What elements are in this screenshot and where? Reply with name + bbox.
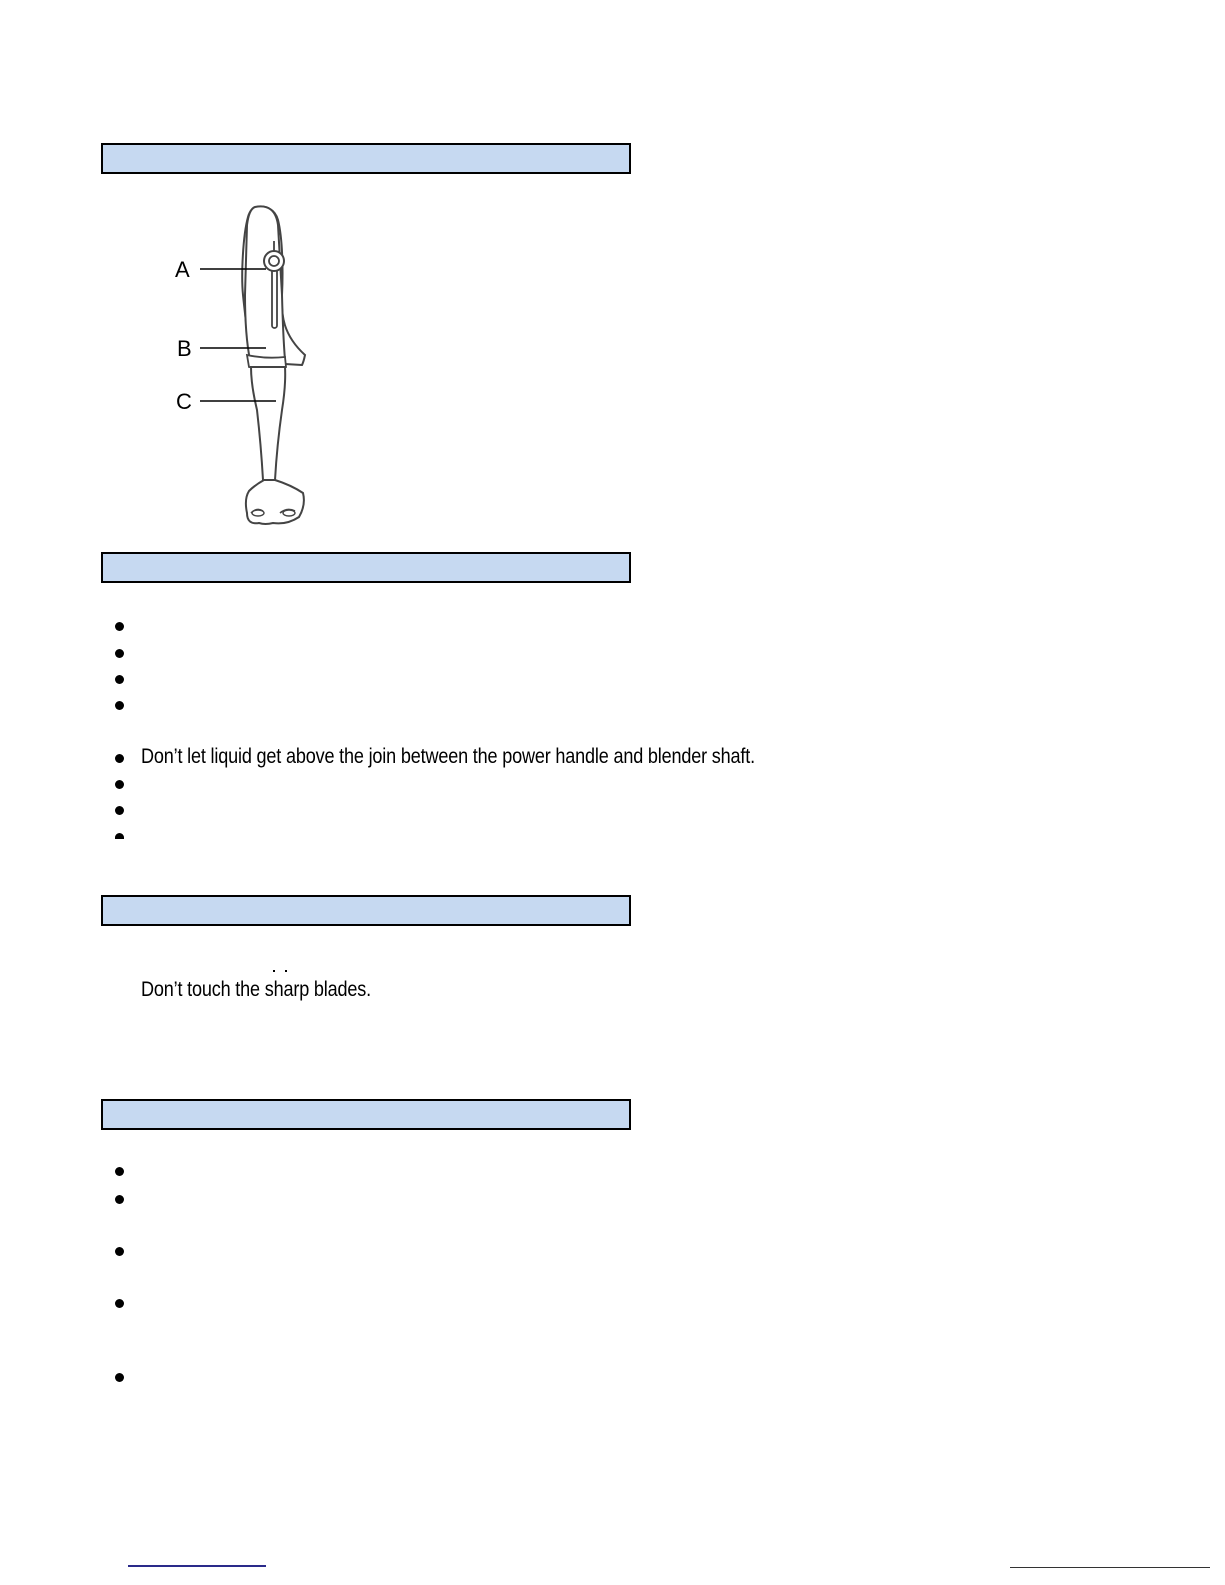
bullet-icon [115, 806, 124, 815]
footer-rule [1010, 1567, 1210, 1568]
safety-warning-text: Don’t touch the sharp blades. [141, 978, 371, 1001]
bullet-icon [115, 780, 124, 789]
bullet-icon [115, 833, 124, 839]
bullet-icon [115, 649, 124, 658]
label-c: C [176, 389, 192, 414]
bullet-icon [115, 1299, 124, 1308]
label-b: B [177, 336, 192, 361]
bullet-icon [115, 1195, 124, 1204]
footer-link-underline [128, 1565, 266, 1567]
safety-dots [273, 970, 293, 974]
bullet-icon [115, 675, 124, 684]
hand-blender-illustration [165, 195, 325, 535]
usage-item-liquid-level: Don’t let liquid get above the join between the power handle and blender shaft. [141, 745, 755, 768]
bullet-icon [115, 1247, 124, 1256]
section-header-bar-parts [101, 143, 631, 174]
hand-blender-diagram [165, 195, 325, 535]
bullet-icon [115, 622, 124, 631]
bullet-icon [115, 754, 124, 763]
section-header-bar-cleaning [101, 1099, 631, 1130]
bullet-icon [115, 701, 124, 710]
section-header-bar-safety [101, 895, 631, 926]
label-a: A [175, 257, 190, 282]
section-header-bar-usage [101, 552, 631, 583]
bullet-icon [115, 1167, 124, 1176]
bullet-icon [115, 1373, 124, 1382]
